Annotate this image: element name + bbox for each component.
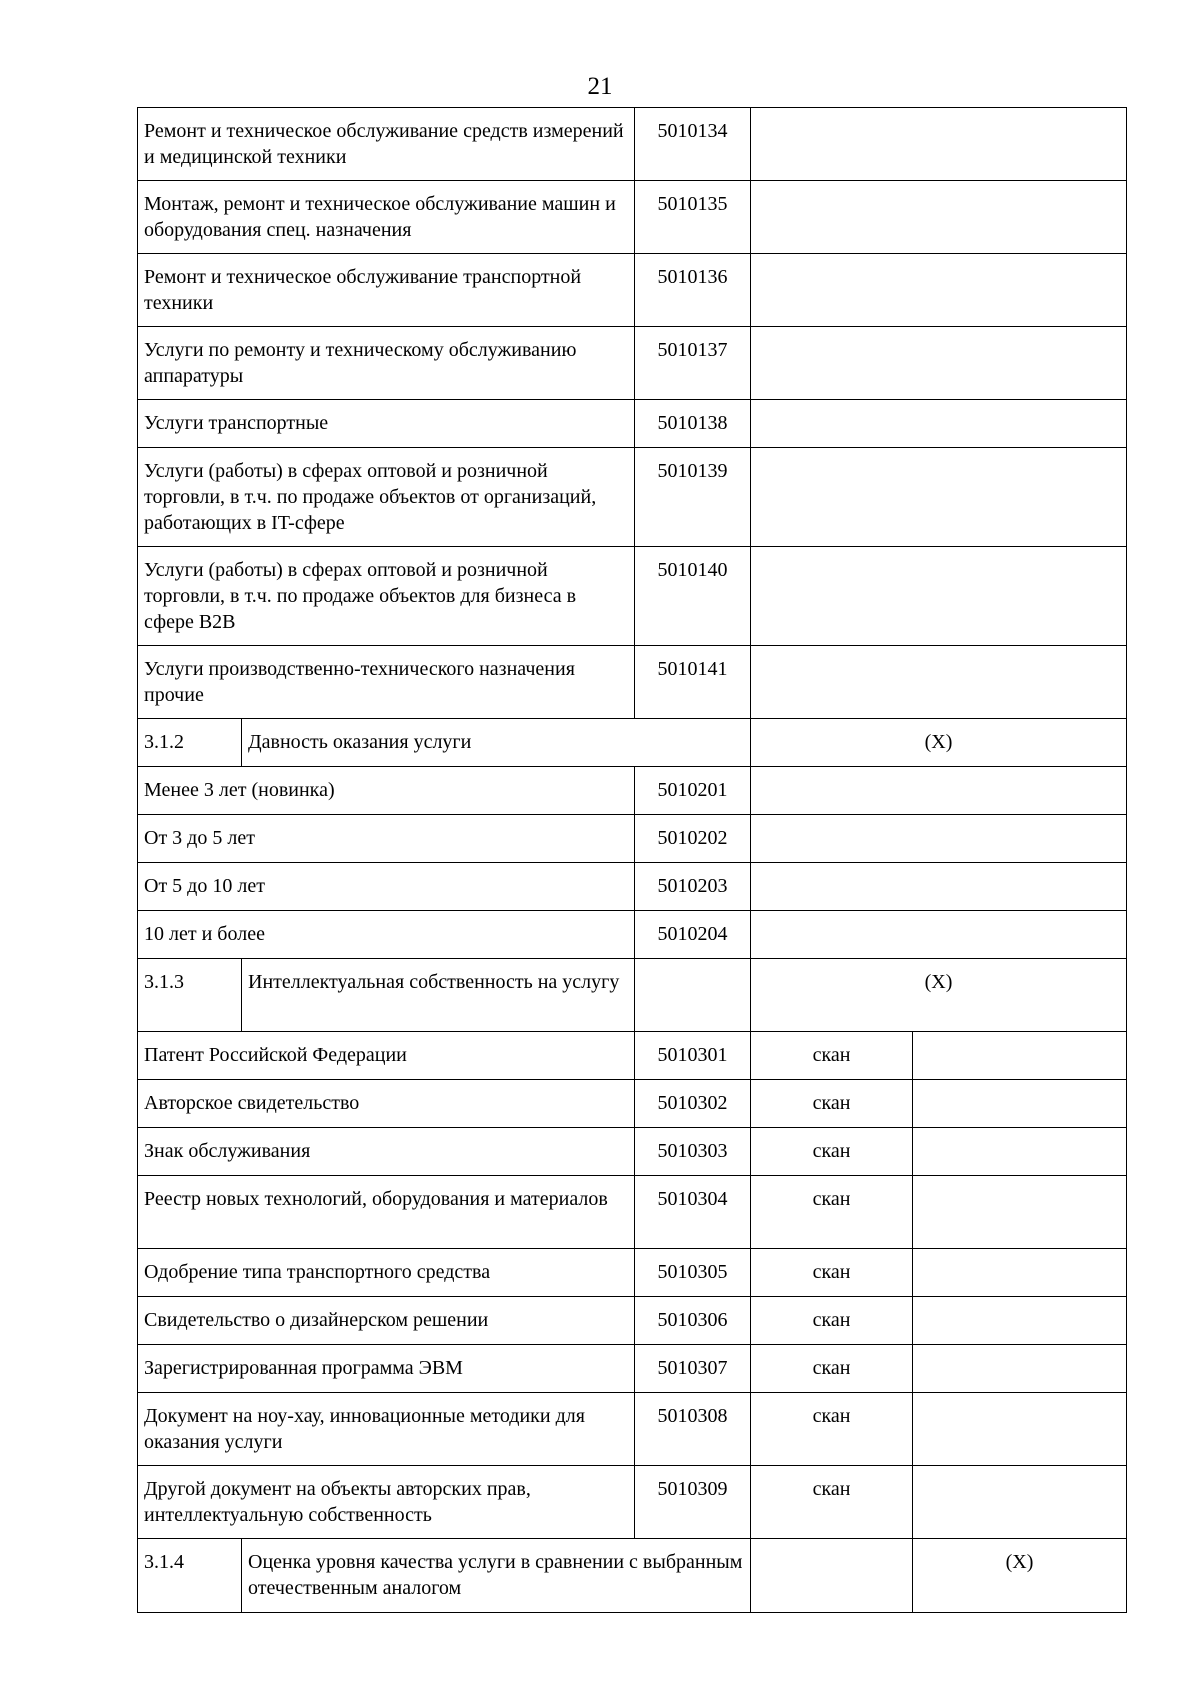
scan-attachment[interactable]: скан (751, 1032, 913, 1080)
section-mark: (X) (913, 1539, 1127, 1613)
row-value[interactable] (751, 911, 1127, 959)
row-label: Патент Российской Федерации (138, 1032, 635, 1080)
row-code: 5010302 (635, 1080, 751, 1128)
row-value[interactable] (751, 181, 1127, 254)
row-value[interactable] (913, 1393, 1127, 1466)
row-value[interactable] (913, 1249, 1127, 1297)
row-value[interactable] (913, 1080, 1127, 1128)
row-value[interactable] (913, 1176, 1127, 1249)
row-code: 5010140 (635, 547, 751, 646)
table-row (138, 767, 1127, 815)
table-row (138, 1393, 1127, 1466)
row-label: Знак обслуживания (138, 1128, 635, 1176)
section-mark: (X) (751, 719, 1127, 767)
table-row (138, 911, 1127, 959)
table-row (138, 181, 1127, 254)
scan-attachment[interactable]: скан (751, 1249, 913, 1297)
table-row (138, 547, 1127, 646)
table-row (138, 1297, 1127, 1345)
form-table (137, 107, 1127, 1613)
row-value[interactable] (751, 863, 1127, 911)
row-value[interactable] (913, 1032, 1127, 1080)
table-row (138, 327, 1127, 400)
row-label: От 3 до 5 лет (138, 815, 635, 863)
scan-attachment[interactable]: скан (751, 1297, 913, 1345)
row-code: 5010304 (635, 1176, 751, 1249)
row-label: Документ на ноу-хау, инновационные методики для оказания услуги (138, 1393, 635, 1466)
row-label: Свидетельство о дизайнерском решении (138, 1297, 635, 1345)
row-label: Монтаж, ремонт и техническое обслуживание машин и оборудования спец. назначения (138, 181, 635, 254)
row-code: 5010204 (635, 911, 751, 959)
row-value[interactable] (751, 547, 1127, 646)
table-row (138, 1176, 1127, 1249)
row-value[interactable] (751, 254, 1127, 327)
row-value[interactable] (913, 1297, 1127, 1345)
table-row (138, 1128, 1127, 1176)
row-value[interactable] (913, 1345, 1127, 1393)
row-code: 5010136 (635, 254, 751, 327)
table-row (138, 254, 1127, 327)
row-label: Менее 3 лет (новинка) (138, 767, 635, 815)
row-code: 5010138 (635, 400, 751, 448)
scan-attachment[interactable]: скан (751, 1393, 913, 1466)
table-row (138, 815, 1127, 863)
row-value[interactable] (751, 108, 1127, 181)
row-value[interactable] (751, 400, 1127, 448)
row-code: 5010201 (635, 767, 751, 815)
section-mark: (X) (751, 959, 1127, 1032)
row-label: Услуги производственно-технического назначения прочие (138, 646, 635, 719)
row-label: Услуги по ремонту и техническому обслуживанию аппаратуры (138, 327, 635, 400)
section-number: 3.1.4 (138, 1539, 242, 1613)
table-row (138, 448, 1127, 547)
table-row (138, 108, 1127, 181)
row-value[interactable] (913, 1466, 1127, 1539)
row-value[interactable] (751, 327, 1127, 400)
row-code: 5010203 (635, 863, 751, 911)
row-code: 5010137 (635, 327, 751, 400)
section-number: 3.1.2 (138, 719, 242, 767)
row-code: 5010141 (635, 646, 751, 719)
row-code: 5010305 (635, 1249, 751, 1297)
row-code: 5010308 (635, 1393, 751, 1466)
table-row (138, 400, 1127, 448)
scan-attachment[interactable]: скан (751, 1128, 913, 1176)
scan-attachment[interactable]: скан (751, 1176, 913, 1249)
table-row (138, 646, 1127, 719)
section-number: 3.1.3 (138, 959, 242, 1032)
row-code: 5010306 (635, 1297, 751, 1345)
scan-attachment[interactable]: скан (751, 1080, 913, 1128)
section-title: Оценка уровня качества услуги в сравнении с выбранным отечественным аналогом (242, 1539, 751, 1613)
row-label: Другой документ на объекты авторских прав, интеллектуальную собственность (138, 1466, 635, 1539)
page-number: 21 (587, 73, 613, 100)
row-value[interactable] (751, 646, 1127, 719)
section-code-empty (635, 959, 751, 1032)
scan-attachment[interactable]: скан (751, 1345, 913, 1393)
table-row (138, 1032, 1127, 1080)
row-code: 5010202 (635, 815, 751, 863)
row-label: Ремонт и техническое обслуживание средств измерений и медицинской техники (138, 108, 635, 181)
section-empty-cell (751, 1539, 913, 1613)
row-code: 5010134 (635, 108, 751, 181)
row-code: 5010307 (635, 1345, 751, 1393)
row-label: Услуги транспортные (138, 400, 635, 448)
row-label: Зарегистрированная программа ЭВМ (138, 1345, 635, 1393)
row-value[interactable] (751, 815, 1127, 863)
row-code: 5010303 (635, 1128, 751, 1176)
row-code: 5010135 (635, 181, 751, 254)
section-title: Интеллектуальная собственность на услугу (242, 959, 635, 1032)
row-label: 10 лет и более (138, 911, 635, 959)
row-label: Ремонт и техническое обслуживание транспортной техники (138, 254, 635, 327)
row-code: 5010139 (635, 448, 751, 547)
row-label: Услуги (работы) в сферах оптовой и розничной торговли, в т.ч. по продаже объектов для бизнеса в сфере B2B (138, 547, 635, 646)
table-row (138, 1345, 1127, 1393)
table-row (138, 1080, 1127, 1128)
scan-attachment[interactable]: скан (751, 1466, 913, 1539)
row-code: 5010301 (635, 1032, 751, 1080)
section-row-3-1-4 (138, 1539, 1127, 1613)
section-title: Давность оказания услуги (242, 719, 751, 767)
row-label: Услуги (работы) в сферах оптовой и розничной торговли, в т.ч. по продаже объектов от организаций, работающих в IT-сфере (138, 448, 635, 547)
row-code: 5010309 (635, 1466, 751, 1539)
table-row (138, 1466, 1127, 1539)
row-value[interactable] (913, 1128, 1127, 1176)
section-row-3-1-3 (138, 959, 1127, 1032)
table-row (138, 1249, 1127, 1297)
row-label: Реестр новых технологий, оборудования и материалов (138, 1176, 635, 1249)
section-row-3-1-2 (138, 719, 1127, 767)
table-row (138, 863, 1127, 911)
row-label: От 5 до 10 лет (138, 863, 635, 911)
row-value[interactable] (751, 448, 1127, 547)
row-label: Авторское свидетельство (138, 1080, 635, 1128)
row-value[interactable] (751, 767, 1127, 815)
row-label: Одобрение типа транспортного средства (138, 1249, 635, 1297)
